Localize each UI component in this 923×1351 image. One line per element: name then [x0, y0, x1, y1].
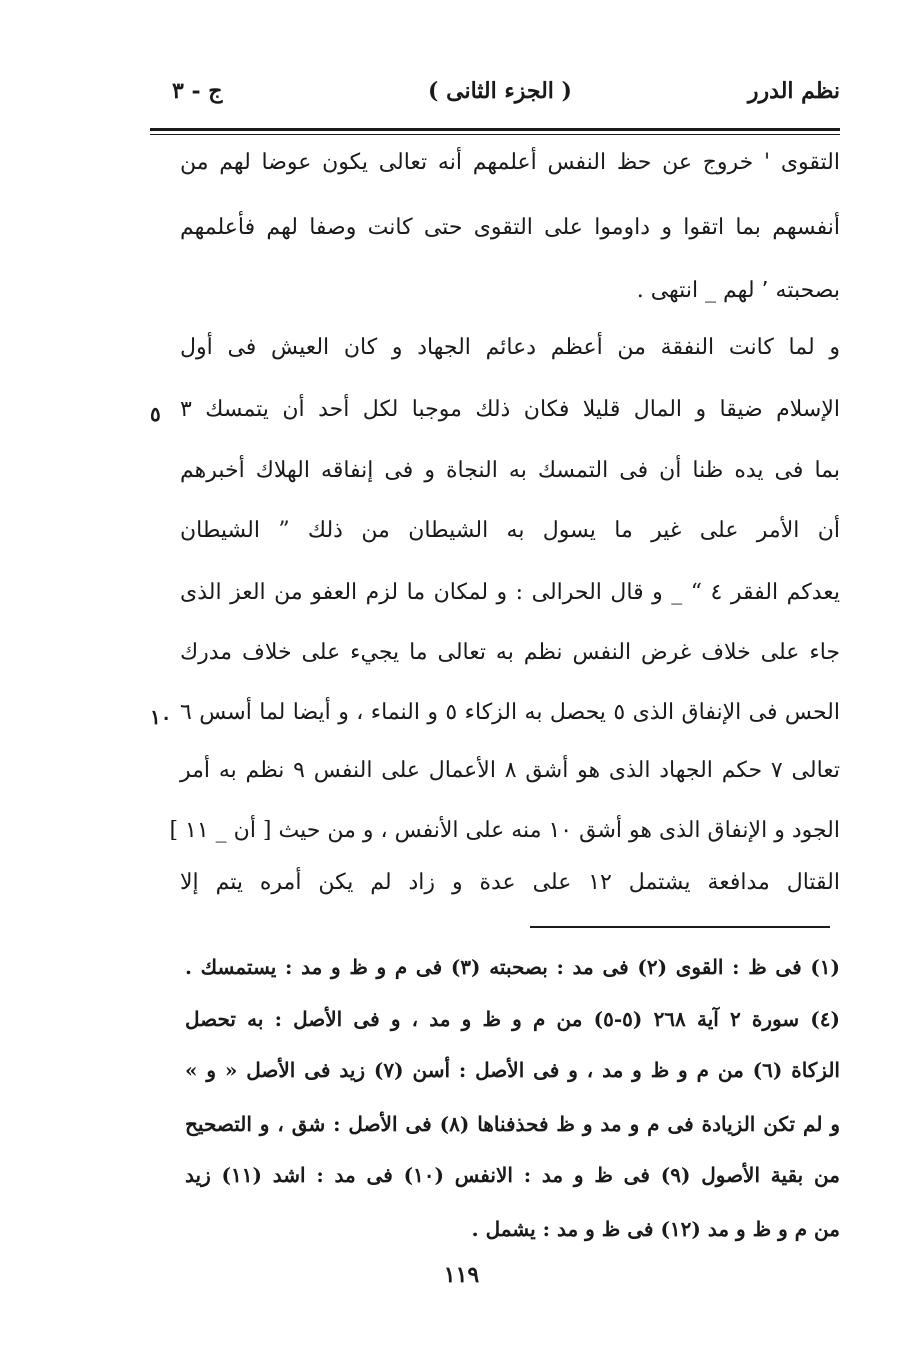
body-line: بصحبته ٬ لهم _ انتهى . — [636, 278, 840, 303]
body-line: بما فى يده ظنا أن فى التمسك به النجاة و فى إنفاقه الهلاك أخبرهم — [180, 458, 840, 483]
footnote-line: و لم تكن الزيادة فى م و مد و ظ فحذفناها (٨) فى الأصل : شق ، و التصحيح — [185, 1112, 841, 1136]
footnote-separator — [530, 926, 830, 928]
page-number: ١١٩ — [443, 1262, 480, 1288]
body-line: الحس فى الإنفاق الذى ٥ يحصل به الزكاء ٥ و النماء ، و أيضا لما أسس ٦ — [180, 700, 840, 725]
margin-line-number-10: ١٠ — [150, 705, 172, 729]
body-line: جاء على خلاف غرض النفس نظم به تعالى ما يجيء على خلاف مدرك — [180, 640, 840, 665]
body-line: يعدكم الفقر ٤ “ _ و قال الحرالى : و لمكان ما لزم العفو من العز الذى — [180, 580, 840, 605]
header-part-title: ( الجزء الثانى ) — [428, 78, 572, 104]
body-line: الجود و الإنفاق الذى هو أشق ١٠ منه على الأنفس ، و من حيث [ أن _ ١١ ] — [169, 818, 840, 843]
footnote-line: من م و ظ و مد (١٢) فى ظ و مد : يشمل . — [471, 1217, 840, 1241]
body-line: التقوى ' خروج عن حظ النفس أعلمهم أنه تعالى يكون عوضا لهم من — [180, 150, 840, 175]
footnote-line: (٤) سورة ٢ آية ٢٦٨ (٥-٥) من م و ظ و مد ، و فى الأصل : به تحصل — [185, 1007, 840, 1031]
header-rule-thick — [150, 128, 840, 131]
running-header — [160, 78, 840, 118]
header-book-title: نظم الدرر — [747, 78, 840, 104]
header-volume: ج - ٣ — [172, 78, 223, 104]
header-rule-thin — [150, 134, 840, 135]
body-line: تعالى ٧ حكم الجهاد الذى هو أشق ٨ الأعمال على النفس ٩ نظم به أمر — [180, 758, 841, 783]
body-line: الإسلام ضيقا و المال قليلا فكان ذلك موجبا لكل أحد أن يتمسك ٣ — [180, 397, 840, 422]
footnote-line: من بقية الأصول (٩) فى ظ و مد : الانفس (١٠) فى مد : اشد (١١) زيد — [185, 1163, 840, 1187]
margin-line-number-5: ٥ — [150, 402, 161, 426]
body-line: و لما كانت النفقة من أعظم دعائم الجهاد و كان العيش فى أول — [180, 335, 840, 360]
body-line: أنفسهم بما اتقوا و داوموا على التقوى حتى كانت وصفا لهم فأعلمهم — [180, 215, 840, 240]
footnote-line: (١) فى ظ : القوى (٢) فى مد : بصحبته (٣) فى م و ظ و مد : يستمسك . — [185, 955, 840, 979]
body-line: القتال مدافعة يشتمل ١٢ على عدة و زاد لم يكن أمره يتم إلا — [180, 870, 840, 895]
footnote-line: الزكاة (٦) من م و ظ و مد ، و فى الأصل : أسن (٧) زيد فى الأصل « و » — [185, 1058, 840, 1082]
body-line: أن الأمر على غير ما يسول به الشيطان من ذلك ” الشيطان — [180, 518, 840, 543]
